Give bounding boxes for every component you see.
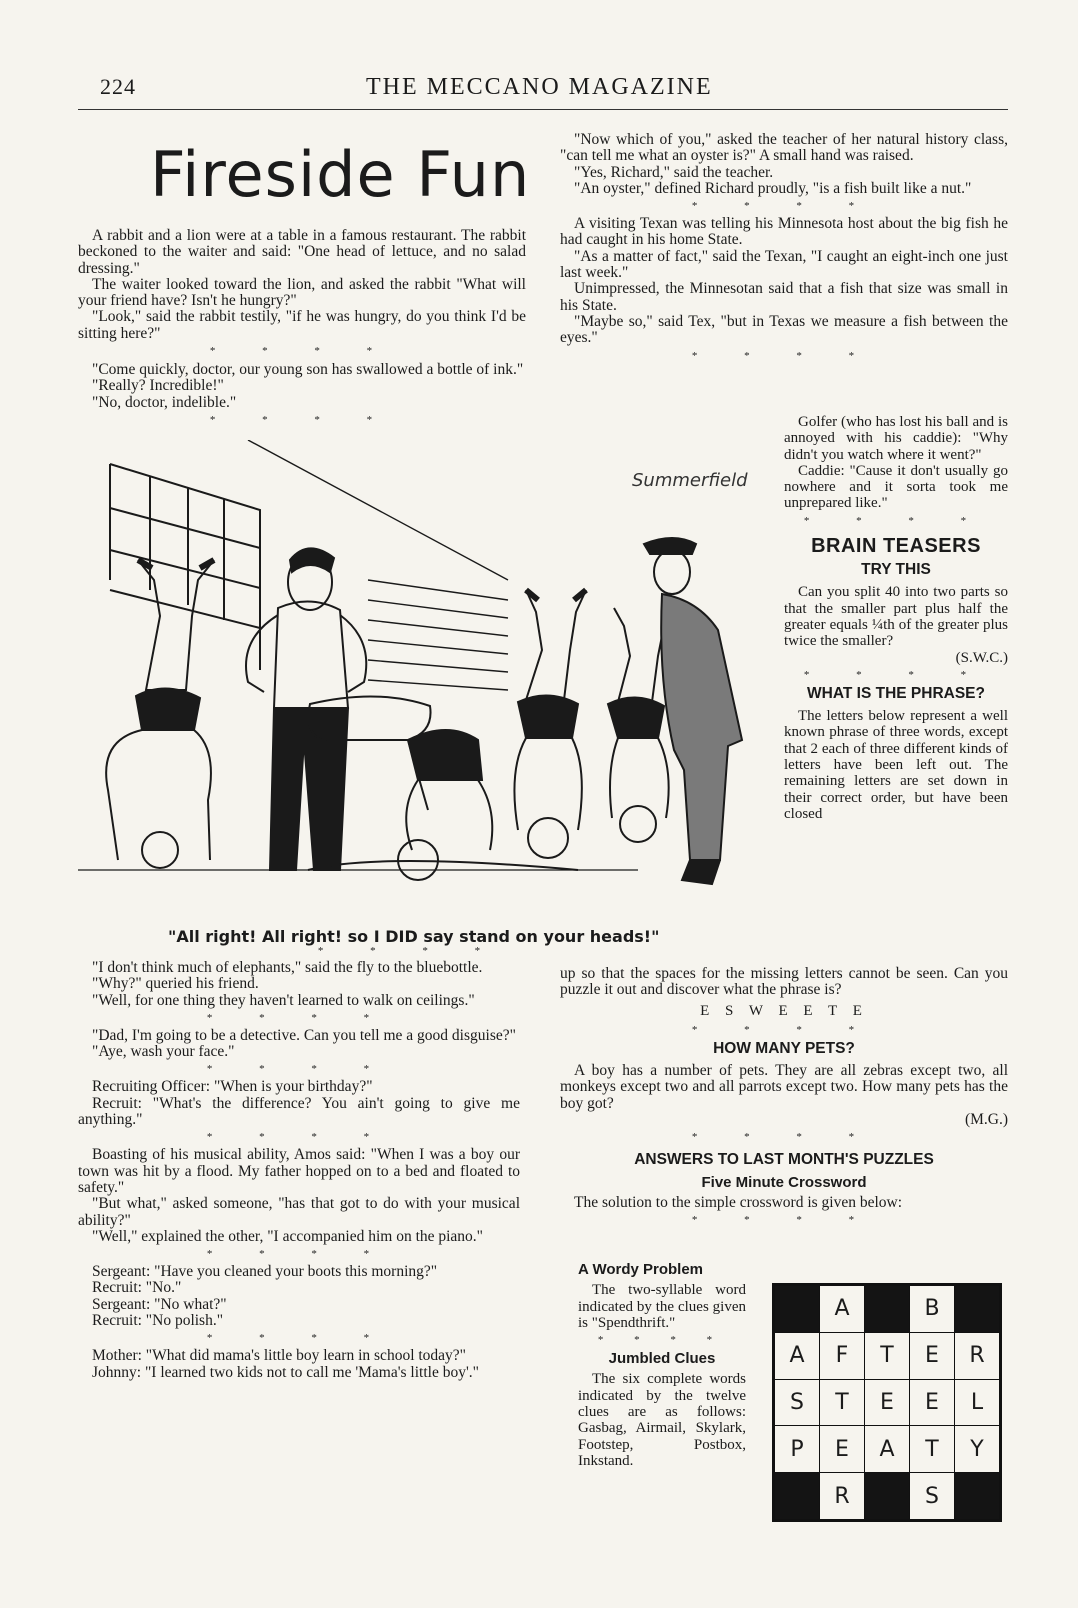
- jumbled-heading: Jumbled Clues: [608, 1350, 716, 1368]
- try-this-heading: TRY THIS: [861, 561, 931, 579]
- crossword-cell: B: [910, 1286, 955, 1333]
- instructor-figure: [246, 548, 366, 870]
- phrase-text-part1: The letters below represent a well known phrase of three words, except that 2 each of three different kinds of letters have been left out. The remaining letters are set down in their correct order, but have been closed: [784, 708, 1008, 822]
- right-top-column: [560, 132, 1008, 366]
- joke-paragraph: Recruit: "No.": [92, 1279, 182, 1297]
- handstand-figure-left: [106, 560, 214, 868]
- answers-narrow-column: [578, 1258, 746, 1469]
- joke-paragraph: Caddie: "Cause it don't usually go nowhere and it sorta took me unprepared like.": [784, 462, 1008, 512]
- separator-stars: * * * *: [206, 1248, 392, 1261]
- separator-stars: * * * *: [691, 1214, 877, 1227]
- bending-figure: [308, 730, 578, 880]
- brain-teasers-heading: BRAIN TEASERS: [811, 534, 981, 557]
- joke-paragraph: "Well," explained the other, "I accompanied him on the piano.": [92, 1227, 484, 1245]
- cartoon-signature: Summerfield: [632, 470, 748, 491]
- joke-paragraph: "I don't think much of elephants," said the fly to the bluebottle.: [92, 959, 483, 976]
- page-number: 224: [100, 74, 136, 99]
- crossword-cell: T: [910, 1426, 955, 1473]
- phrase-heading: WHAT IS THE PHRASE?: [807, 684, 985, 702]
- cartoon-illustration: [78, 440, 758, 920]
- crossword-cell: E: [820, 1426, 865, 1473]
- window-grid: [110, 464, 260, 670]
- crossword-row: [775, 1332, 1000, 1379]
- crossword-cell: E: [910, 1332, 955, 1379]
- joke-paragraph: "No, doctor, indelible.": [92, 393, 237, 411]
- joke-paragraph: A rabbit and a lion were at a table in a famous restaurant. The rabbit beckoned to the waiter and said: "One head of lettuce, and no salad dressing.": [78, 227, 526, 277]
- crossword-cell: A: [775, 1332, 820, 1379]
- joke-paragraph: A visiting Texan was telling his Minnesota host about the big fish he had caught in his home State.: [560, 215, 1008, 249]
- joke-paragraph: "Aye, wash your face.": [92, 1043, 235, 1061]
- separator-stars: * * * *: [206, 1332, 392, 1345]
- joke-paragraph: "Come quickly, doctor, our young son has swallowed a bottle of ink.": [92, 361, 524, 379]
- separator-stars: * * * *: [597, 1334, 727, 1347]
- wordy-heading: A Wordy Problem: [578, 1261, 704, 1278]
- cartoon-caption: "All right! All right! so I DID say stand on your heads!": [168, 927, 660, 946]
- joke-paragraph: Unimpressed, the Minnesotan said that a fish that size was small in his State.: [560, 280, 1008, 314]
- right-narrow-column: [784, 414, 1008, 822]
- separator-stars: * * * *: [206, 1131, 392, 1144]
- try-this-text: Can you split 40 into two parts so that the smaller part plus half the greater equals ¼th of the greater plus twice the smaller?: [784, 584, 1008, 650]
- joke-paragraph: Johnny: "I learned two kids not to call me 'Mama's little boy'.": [92, 1363, 479, 1381]
- crossword-text: The solution to the simple crossword is given below:: [574, 1193, 903, 1211]
- wordy-text: The two-syllable word indicated by the clues given is "Spendthrift.": [578, 1282, 746, 1331]
- joke-paragraph: "As a matter of fact," said the Texan, "I caught an eight-inch one just last week.": [560, 247, 1008, 282]
- try-this-credit: (S.W.C.): [955, 649, 1008, 666]
- handstand-figure-right: [514, 590, 674, 858]
- separator-stars: * * * *: [206, 1011, 392, 1024]
- joke-paragraph: "Why?" queried his friend.: [92, 975, 259, 993]
- joke-paragraph: Recruiting Officer: "When is your birthday?": [92, 1078, 373, 1096]
- crossword-row: [775, 1426, 1000, 1473]
- separator-stars: * * * *: [209, 413, 395, 426]
- crossword-cell: S: [910, 1473, 955, 1520]
- crossword-black-cell: [865, 1473, 910, 1520]
- phrase-text-part2: up so that the spaces for the missing letters cannot be seen. Can you puzzle it out and discover what the phrase is?: [560, 965, 1008, 999]
- pets-credit: (M.G.): [964, 1111, 1008, 1129]
- pets-heading: HOW MANY PETS?: [713, 1039, 855, 1057]
- crossword-row: [775, 1286, 1000, 1333]
- crossword-cell: A: [820, 1286, 865, 1333]
- phrase-letters: E S W E E T E: [700, 1002, 868, 1019]
- crossword-cell: L: [955, 1379, 1000, 1426]
- page-title: Fireside Fun: [150, 138, 531, 211]
- crossword-cell: T: [865, 1332, 910, 1379]
- jumbled-text: The six complete words indicated by the twelve clues are as follows: Gasbag, Airmail, Skylark, Footstep, Postbox, Inkstand.: [578, 1371, 746, 1469]
- joke-paragraph: "But what," asked someone, "has that got to do with your musical ability?": [78, 1195, 520, 1229]
- lower-left-column: [78, 960, 520, 1381]
- crossword-cell: Y: [955, 1426, 1000, 1473]
- separator-stars: * * * *: [691, 200, 877, 213]
- joke-paragraph: Mother: "What did mama's little boy learn in school today?": [92, 1347, 467, 1365]
- crossword-cell: R: [820, 1473, 865, 1520]
- separator-stars: * * * *: [691, 349, 877, 362]
- joke-paragraph: Recruit: "What's the difference? You ain't going to give me anything.": [78, 1094, 520, 1129]
- crossword-cell: P: [775, 1426, 820, 1473]
- crossword-cell: E: [910, 1379, 955, 1426]
- crossword-black-cell: [955, 1473, 1000, 1520]
- crossword-black-cell: [955, 1286, 1000, 1333]
- crossword-black-cell: [865, 1286, 910, 1333]
- lower-right-column: [560, 966, 1008, 1230]
- left-top-column: [78, 228, 526, 430]
- joke-paragraph: "Dad, I'm going to be a detective. Can you tell me a good disguise?": [92, 1026, 516, 1044]
- crossword-cell: R: [955, 1332, 1000, 1379]
- magazine-title: THE MECCANO MAGAZINE: [366, 74, 713, 100]
- joke-paragraph: "Look," said the rabbit testily, "if he was hungry, do you think I'd be sitting here?": [78, 308, 526, 342]
- separator-stars: * * * *: [691, 1023, 877, 1036]
- crossword-cell: F: [820, 1332, 865, 1379]
- joke-paragraph: Sergeant: "Have you cleaned your boots this morning?": [92, 1263, 438, 1281]
- separator-stars: * * * *: [803, 514, 989, 527]
- joke-paragraph: "An oyster," defined Richard proudly, "is a fish built like a nut.": [574, 179, 972, 197]
- crossword-cell: E: [865, 1379, 910, 1426]
- separator-stars: * * * *: [209, 345, 395, 358]
- joke-paragraph: The waiter looked toward the lion, and asked the rabbit "What will your friend have? Isn't he hungry?": [78, 275, 526, 310]
- crossword-grid: [772, 1283, 1002, 1522]
- joke-paragraph: "Well, for one thing they haven't learned to walk on ceilings.": [92, 991, 475, 1009]
- crossword-cell: T: [820, 1379, 865, 1426]
- separator-stars: * * * *: [206, 1063, 392, 1076]
- joke-paragraph: Boasting of his musical ability, Amos said: "When I was a boy our town was hit by a flood. My father hopped on to a bed and floated to safety.": [78, 1146, 520, 1196]
- header-rule: [78, 109, 1008, 110]
- joke-paragraph: "Really? Incredible!": [92, 377, 224, 395]
- joke-paragraph: Recruit: "No polish.": [92, 1312, 224, 1330]
- crossword-row: [775, 1379, 1000, 1426]
- crossword-black-cell: [775, 1286, 820, 1333]
- joke-paragraph: "Maybe so," said Tex, "but in Texas we measure a fish between the eyes.": [560, 312, 1008, 347]
- joke-paragraph: "Now which of you," asked the teacher of her natural history class, "can tell me what an oyster is?" A small hand was raised.: [560, 131, 1008, 165]
- pets-text: A boy has a number of pets. They are all zebras except two, all monkeys except two and all parrots except two. How many pets has the boy got?: [560, 1062, 1008, 1112]
- crossword-black-cell: [775, 1473, 820, 1520]
- separator-stars: * * * *: [691, 1131, 877, 1144]
- crossword-cell: A: [865, 1426, 910, 1473]
- joke-paragraph: "Yes, Richard," said the teacher.: [574, 163, 774, 181]
- answers-heading: ANSWERS TO LAST MONTH'S PUZZLES: [634, 1151, 934, 1169]
- joke-paragraph: Sergeant: "No what?": [92, 1295, 227, 1313]
- joke-paragraph: Golfer (who has lost his ball and is annoyed with his caddie): "Why didn't you watch where it went?": [784, 414, 1008, 463]
- crossword-heading: Five Minute Crossword: [701, 1173, 867, 1191]
- crossword-row: [775, 1473, 1000, 1520]
- crossword-cell: S: [775, 1379, 820, 1426]
- separator-stars: * * * *: [317, 945, 503, 957]
- separator-stars: * * * *: [803, 668, 989, 681]
